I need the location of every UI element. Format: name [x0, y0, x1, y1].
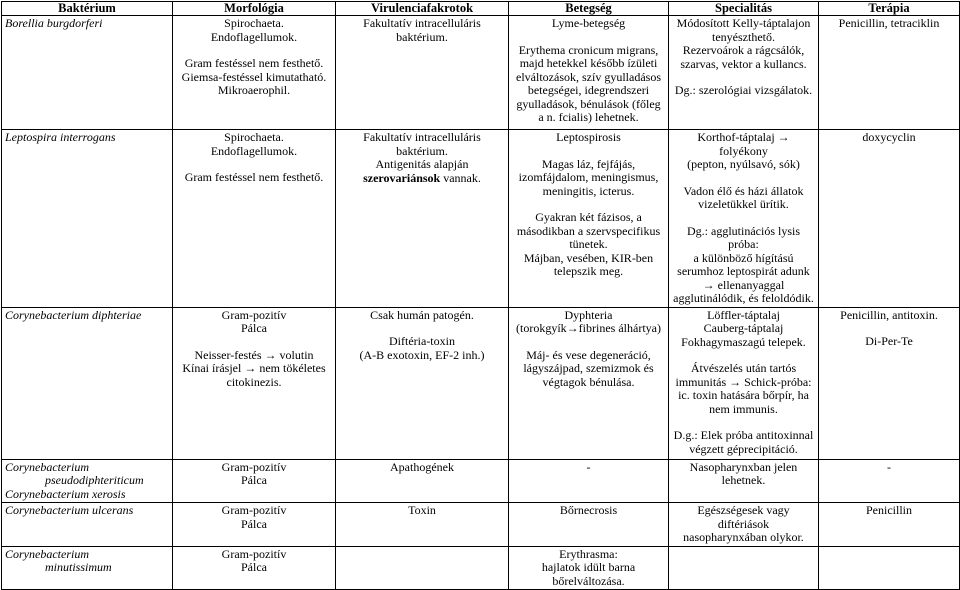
- line: ic. toxin hatására bőrpír, ha: [678, 388, 809, 402]
- name-line: Corynebacterium xerosis: [5, 486, 126, 501]
- line: → ellenanyaggal: [702, 277, 785, 292]
- line: Csak humán patogén.: [370, 307, 474, 322]
- line: Dg.: szerológiai vizsgálatok.: [674, 83, 813, 97]
- line: Fakultatív intracelluláris: [363, 16, 481, 30]
- line: Neisser-festés → volutin: [194, 347, 314, 362]
- virulence-cell: [336, 130, 509, 308]
- name-italic: Corynebacterium: [5, 307, 89, 322]
- line: Spirochaeta.: [224, 16, 284, 30]
- speciality-cell: [669, 546, 819, 590]
- therapy-cell: -: [819, 459, 960, 503]
- line: baktérium.: [396, 29, 448, 44]
- line: Módosított Kelly-táptalajon: [676, 16, 811, 30]
- line: Erythema cronicum migrans,: [518, 42, 659, 57]
- line: bőrelváltozása.: [552, 573, 625, 588]
- line: meningitis, icterus.: [542, 183, 635, 198]
- speciality-cell: [669, 130, 819, 308]
- bacterium-name: [2, 503, 173, 547]
- line: Pálca: [241, 321, 267, 335]
- table-row-diphteriae: [2, 307, 960, 459]
- virulence-cell: Toxin: [336, 503, 509, 547]
- line: Pálca: [241, 516, 267, 531]
- bacterium-name: [2, 546, 173, 590]
- line: Cauberg-táptalaj: [703, 321, 784, 335]
- line: Rezervoárok a rágcsálók,: [682, 43, 805, 57]
- line: (torokgyík→fibrines álhártya): [516, 321, 661, 335]
- disease-cell: [509, 546, 669, 590]
- line: másodikban a szervspecifikus: [516, 223, 661, 238]
- name-line: Corynebacterium: [5, 459, 89, 474]
- bold-term: szerovariánsok: [363, 170, 441, 185]
- table-row-pseudodiphteriticum: [2, 459, 960, 503]
- line: [339, 172, 505, 186]
- virulence-cell: [336, 307, 509, 459]
- line: Giemsa-festéssel kimutatható.: [181, 69, 327, 84]
- line: vizeletükkel ürítik.: [698, 197, 789, 211]
- line: Mikroaerophil.: [217, 83, 291, 97]
- line: Egészségesek vagy diftériások: [697, 503, 790, 531]
- header-row: [2, 2, 960, 16]
- line: Májban, vesében, KIR-ben: [523, 250, 654, 265]
- header-disease: Betegség: [509, 2, 669, 16]
- line: (pepton, nyúlsavó, sók): [687, 157, 800, 171]
- table-row-borellia: [2, 16, 960, 130]
- line: Gyakran két fázisos, a: [535, 210, 642, 224]
- disease-cell: -: [509, 459, 669, 503]
- therapy-cell: doxycyclin: [819, 130, 960, 308]
- line: Átvészelés után tartós: [690, 361, 797, 375]
- line: D.g.: Elek próba antitoxinnal: [673, 428, 814, 442]
- line: Gram-pozitív: [221, 459, 287, 474]
- line: végzett géprecipitáció.: [689, 441, 798, 456]
- speciality-cell: [669, 503, 819, 547]
- bacterium-name: [2, 16, 173, 130]
- header-virulence: Virulenciafakrotok: [336, 2, 509, 16]
- line: nasopharynxában olykor.: [683, 530, 804, 544]
- speciality-cell: [669, 307, 819, 459]
- name-italic: Corynebacterium ulcerans: [5, 503, 134, 517]
- disease-title: Lyme-betegség: [551, 16, 626, 30]
- morphology-cell: [173, 307, 336, 459]
- line: immunitás → Schick-próba:: [675, 374, 812, 389]
- therapy-cell: [819, 307, 960, 459]
- line: Gram-pozitív: [221, 503, 287, 517]
- table-row-minutissimum: [2, 546, 960, 590]
- line: serumhoz leptospirát adunk: [677, 264, 810, 278]
- morphology-cell: [173, 16, 336, 130]
- line: izomfájdalom, meningismus,: [518, 170, 659, 184]
- therapy-cell: Penicillin: [819, 503, 960, 547]
- name-italic: Borellia burgdorferi: [5, 16, 103, 30]
- line: Di-Per-Te: [865, 334, 913, 348]
- line: betegségei, idegrendszeri: [527, 83, 650, 97]
- virulence-cell: [336, 16, 509, 130]
- name-line: pseudodiphteriticum: [45, 473, 144, 487]
- bacterium-name: [2, 130, 173, 308]
- virulence-cell: Apathogének: [336, 459, 509, 503]
- line: Vadon élő és házi állatok: [683, 183, 804, 198]
- line: Fakultatív intracelluláris: [363, 130, 481, 144]
- line: Endoflagellumok.: [210, 143, 298, 158]
- name-line: Corynebacterium: [5, 546, 89, 561]
- disease-cell: [509, 130, 669, 308]
- line: Gram festéssel nem festhető.: [184, 56, 324, 70]
- line: Magas láz, fejfájás,: [541, 156, 636, 171]
- line: Antigenitás alapján: [375, 157, 469, 171]
- morphology-cell: [173, 503, 336, 547]
- line: elváltozások, szív gyulladásos: [516, 69, 661, 84]
- name-line: minutissimum: [45, 560, 112, 574]
- name-rest: diphteriae: [88, 307, 142, 322]
- line: Kínai írásjel → nem tökéletes: [182, 361, 326, 375]
- speciality-cell: [669, 459, 819, 503]
- line: gyulladások, bénulások (főleg: [516, 96, 661, 111]
- speciality-cell: [669, 16, 819, 130]
- line: Máj- és vese degeneráció,: [526, 347, 651, 362]
- header-morphology: Morfológia: [173, 2, 336, 16]
- line: végtagok bénulása.: [542, 374, 635, 389]
- morphology-cell: [173, 459, 336, 503]
- disease-cell: [509, 16, 669, 130]
- line: Gram-pozitív: [221, 546, 287, 561]
- bacteria-table: [1, 1, 960, 590]
- line: Dyphteria: [564, 307, 613, 322]
- bacterium-name: [2, 459, 173, 503]
- line-rest: vannak.: [440, 170, 481, 185]
- therapy-cell: Penicillin, tetraciklin: [819, 16, 960, 130]
- line: Löffler-táptalaj: [707, 307, 780, 322]
- line: nem immunis.: [709, 401, 778, 416]
- name-rest: interrogans: [57, 130, 116, 144]
- line: Erythrasma:: [559, 546, 618, 561]
- line: Pálca: [241, 473, 267, 487]
- disease-cell: [509, 307, 669, 459]
- line: Endoflagellumok.: [210, 29, 298, 44]
- line: telepszik meg.: [553, 264, 624, 278]
- line: majd hetekkel később ízületi: [519, 56, 658, 70]
- line: (A-B exotoxin, EF-2 inh.): [359, 347, 485, 362]
- header-therapy: Terápia: [819, 2, 960, 16]
- line: a különböző hígítású: [693, 250, 794, 265]
- line: Spirochaeta.: [224, 130, 284, 144]
- line: citokinezis.: [226, 374, 282, 389]
- line: lehetnek.: [721, 473, 766, 487]
- virulence-cell: [336, 546, 509, 590]
- line: Diftéria-toxin: [389, 334, 455, 348]
- name-italic: Leptospira: [5, 130, 58, 144]
- line: Pálca: [241, 560, 267, 574]
- table-row-leptospira: [2, 130, 960, 308]
- line: Korthof-táptalaj → folyékony: [697, 130, 790, 158]
- line: szarvas, vektor a kullancs.: [680, 56, 807, 71]
- morphology-cell: [173, 546, 336, 590]
- line: a n. fcialis) lehetnek.: [538, 110, 639, 124]
- line: Gram festéssel nem festhető.: [184, 170, 324, 184]
- line: lágyszájpad, szemizmok és: [523, 361, 654, 375]
- disease-title: Leptospirosis: [556, 130, 621, 144]
- morphology-cell: [173, 130, 336, 308]
- header-speciality: Specialitás: [669, 2, 819, 16]
- line: agglutinálódik, és feloldódik.: [673, 291, 814, 305]
- line: Nasopharynxban jelen: [689, 459, 798, 474]
- therapy-cell: [819, 546, 960, 590]
- line: baktérium.: [396, 143, 448, 158]
- disease-cell: Bőrnecrosis: [509, 503, 669, 547]
- line: tenyészthető.: [712, 29, 775, 44]
- line: Penicillin, antitoxin.: [840, 307, 938, 322]
- line: hajlatok idült barna: [541, 560, 636, 574]
- line: Dg.: agglutinációs lysis próba:: [687, 223, 800, 251]
- line: tünetek.: [569, 237, 608, 251]
- line: Fokhagymaszagú telepek.: [681, 334, 806, 349]
- line: Gram-pozitív: [221, 307, 287, 322]
- header-bacterium: Baktérium: [2, 2, 173, 16]
- bacterium-name: [2, 307, 173, 459]
- table-row-ulcerans: [2, 503, 960, 547]
